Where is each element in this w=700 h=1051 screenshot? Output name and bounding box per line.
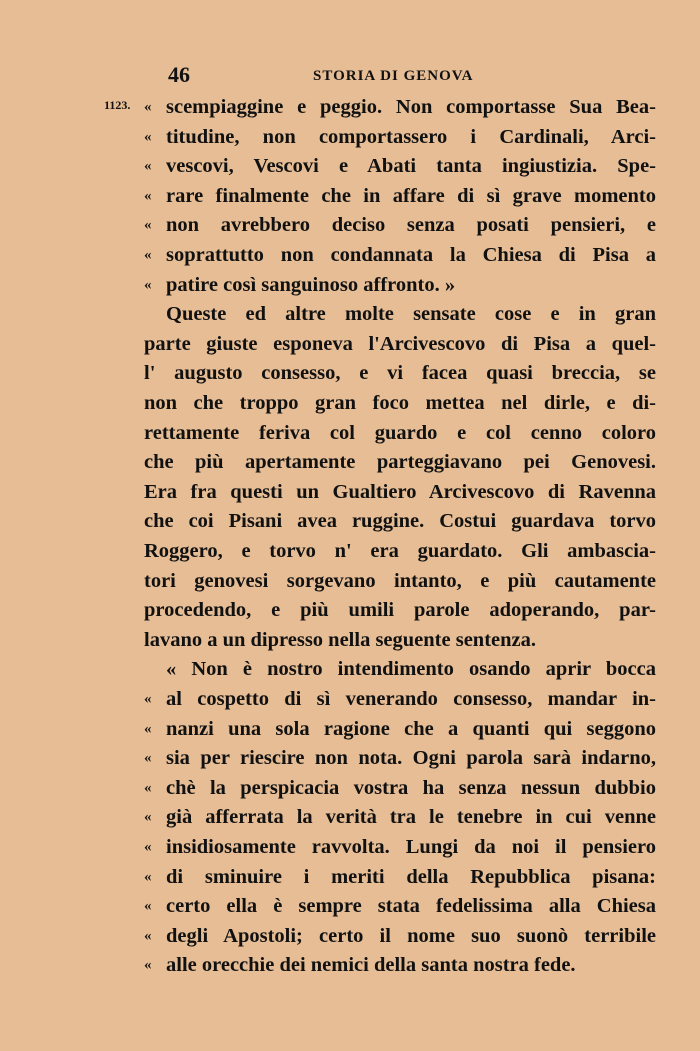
text-line: rare finalmente che in affare di sì grave momento	[166, 184, 656, 207]
guillemet-mark: «	[144, 187, 152, 204]
margin-year-note: 1123.	[104, 98, 131, 112]
text-line: lavano a un dipresso nella seguente sentenza.	[144, 628, 537, 651]
text-line: rettamente feriva col guardo e col cenno coloro	[144, 421, 656, 444]
text-line: nanzi una sola ragione che a quanti qui seggono	[166, 717, 656, 740]
running-title: STORIA DI GENOVA	[313, 68, 474, 84]
guillemet-mark: «	[144, 158, 152, 175]
guillemet-mark: «	[144, 868, 152, 885]
text-line: scempiaggine e peggio. Non comportasse Sua Bea-	[166, 96, 656, 118]
text-line: parte giuste esponeva l'Arcivescovo di Pisa a quel-	[144, 332, 656, 355]
text-line: di sminuire i meriti della Repubblica pisana:	[166, 865, 656, 888]
text-line: degli Apostoli; certo il nome suo suonò terribile	[166, 924, 656, 947]
text-line: Era fra questi un Gualtiero Arcivescovo di Ravenna	[144, 480, 656, 503]
guillemet-mark: «	[144, 898, 152, 915]
text-line: procedendo, e più umili parole adoperando, par-	[144, 599, 656, 622]
text-line: soprattutto non condannata la Chiesa di Pisa a	[166, 244, 656, 266]
guillemet-mark: «	[144, 809, 152, 826]
guillemet-mark: «	[144, 276, 152, 293]
guillemet-mark: «	[144, 217, 152, 234]
guillemet-mark: «	[144, 779, 152, 796]
text-line: non avrebbero deciso senza posati pensieri, e	[166, 214, 656, 237]
guillemet-mark: «	[144, 247, 152, 263]
text-line: Queste ed altre molte sensate cose e in gran	[166, 303, 656, 326]
page-number: 46	[168, 62, 190, 87]
guillemet-mark: «	[144, 957, 152, 974]
text-line: sia per riescire non nota. Ogni parola sarà indarno,	[166, 747, 656, 770]
text-line: tori genovesi sorgevano intanto, e più cautamente	[144, 569, 656, 592]
text-line: l' augusto consesso, e vi facea quasi breccia, se	[144, 362, 656, 385]
text-line: che più apertamente parteggiavano pei Genovesi.	[144, 451, 656, 474]
text-line: certo ella è sempre stata fedelissima alla Chiesa	[166, 895, 656, 918]
text-line: vescovi, Vescovi e Abati tanta ingiustizia. Spe-	[166, 155, 656, 178]
text-line: titudine, non comportassero i Cardinali, Arci-	[166, 125, 656, 148]
guillemet-mark: «	[144, 927, 152, 944]
text-line: chè la perspicacia vostra ha senza nessun dubbio	[166, 776, 656, 799]
guillemet-mark: «	[144, 750, 152, 767]
guillemet-mark: «	[144, 839, 152, 855]
guillemet-mark: «	[144, 99, 152, 115]
guillemet-mark: «	[144, 720, 152, 737]
text-line: non che troppo gran foco mettea nel dirle, e di-	[144, 392, 656, 414]
text-line: insidiosamente ravvolta. Lungi da noi il pensiero	[166, 836, 656, 858]
page-header	[168, 62, 656, 92]
guillemet-mark: «	[144, 128, 152, 145]
text-line: al cospetto di sì venerando consesso, mandar in-	[166, 688, 656, 710]
text-line: « Non è nostro intendimento osando aprir bocca	[166, 658, 656, 681]
text-line: che coi Pisani avea ruggine. Costui guardava torvo	[144, 510, 656, 533]
text-line: patire così sanguinoso affronto. »	[166, 273, 456, 296]
text-line: Roggero, e torvo n' era guardato. Gli ambascia-	[144, 540, 656, 562]
text-line: già afferrata la verità tra le tenebre in cui venne	[166, 806, 656, 829]
guillemet-mark: «	[144, 691, 152, 707]
text-line: alle orecchie dei nemici della santa nostra fede.	[166, 954, 576, 977]
